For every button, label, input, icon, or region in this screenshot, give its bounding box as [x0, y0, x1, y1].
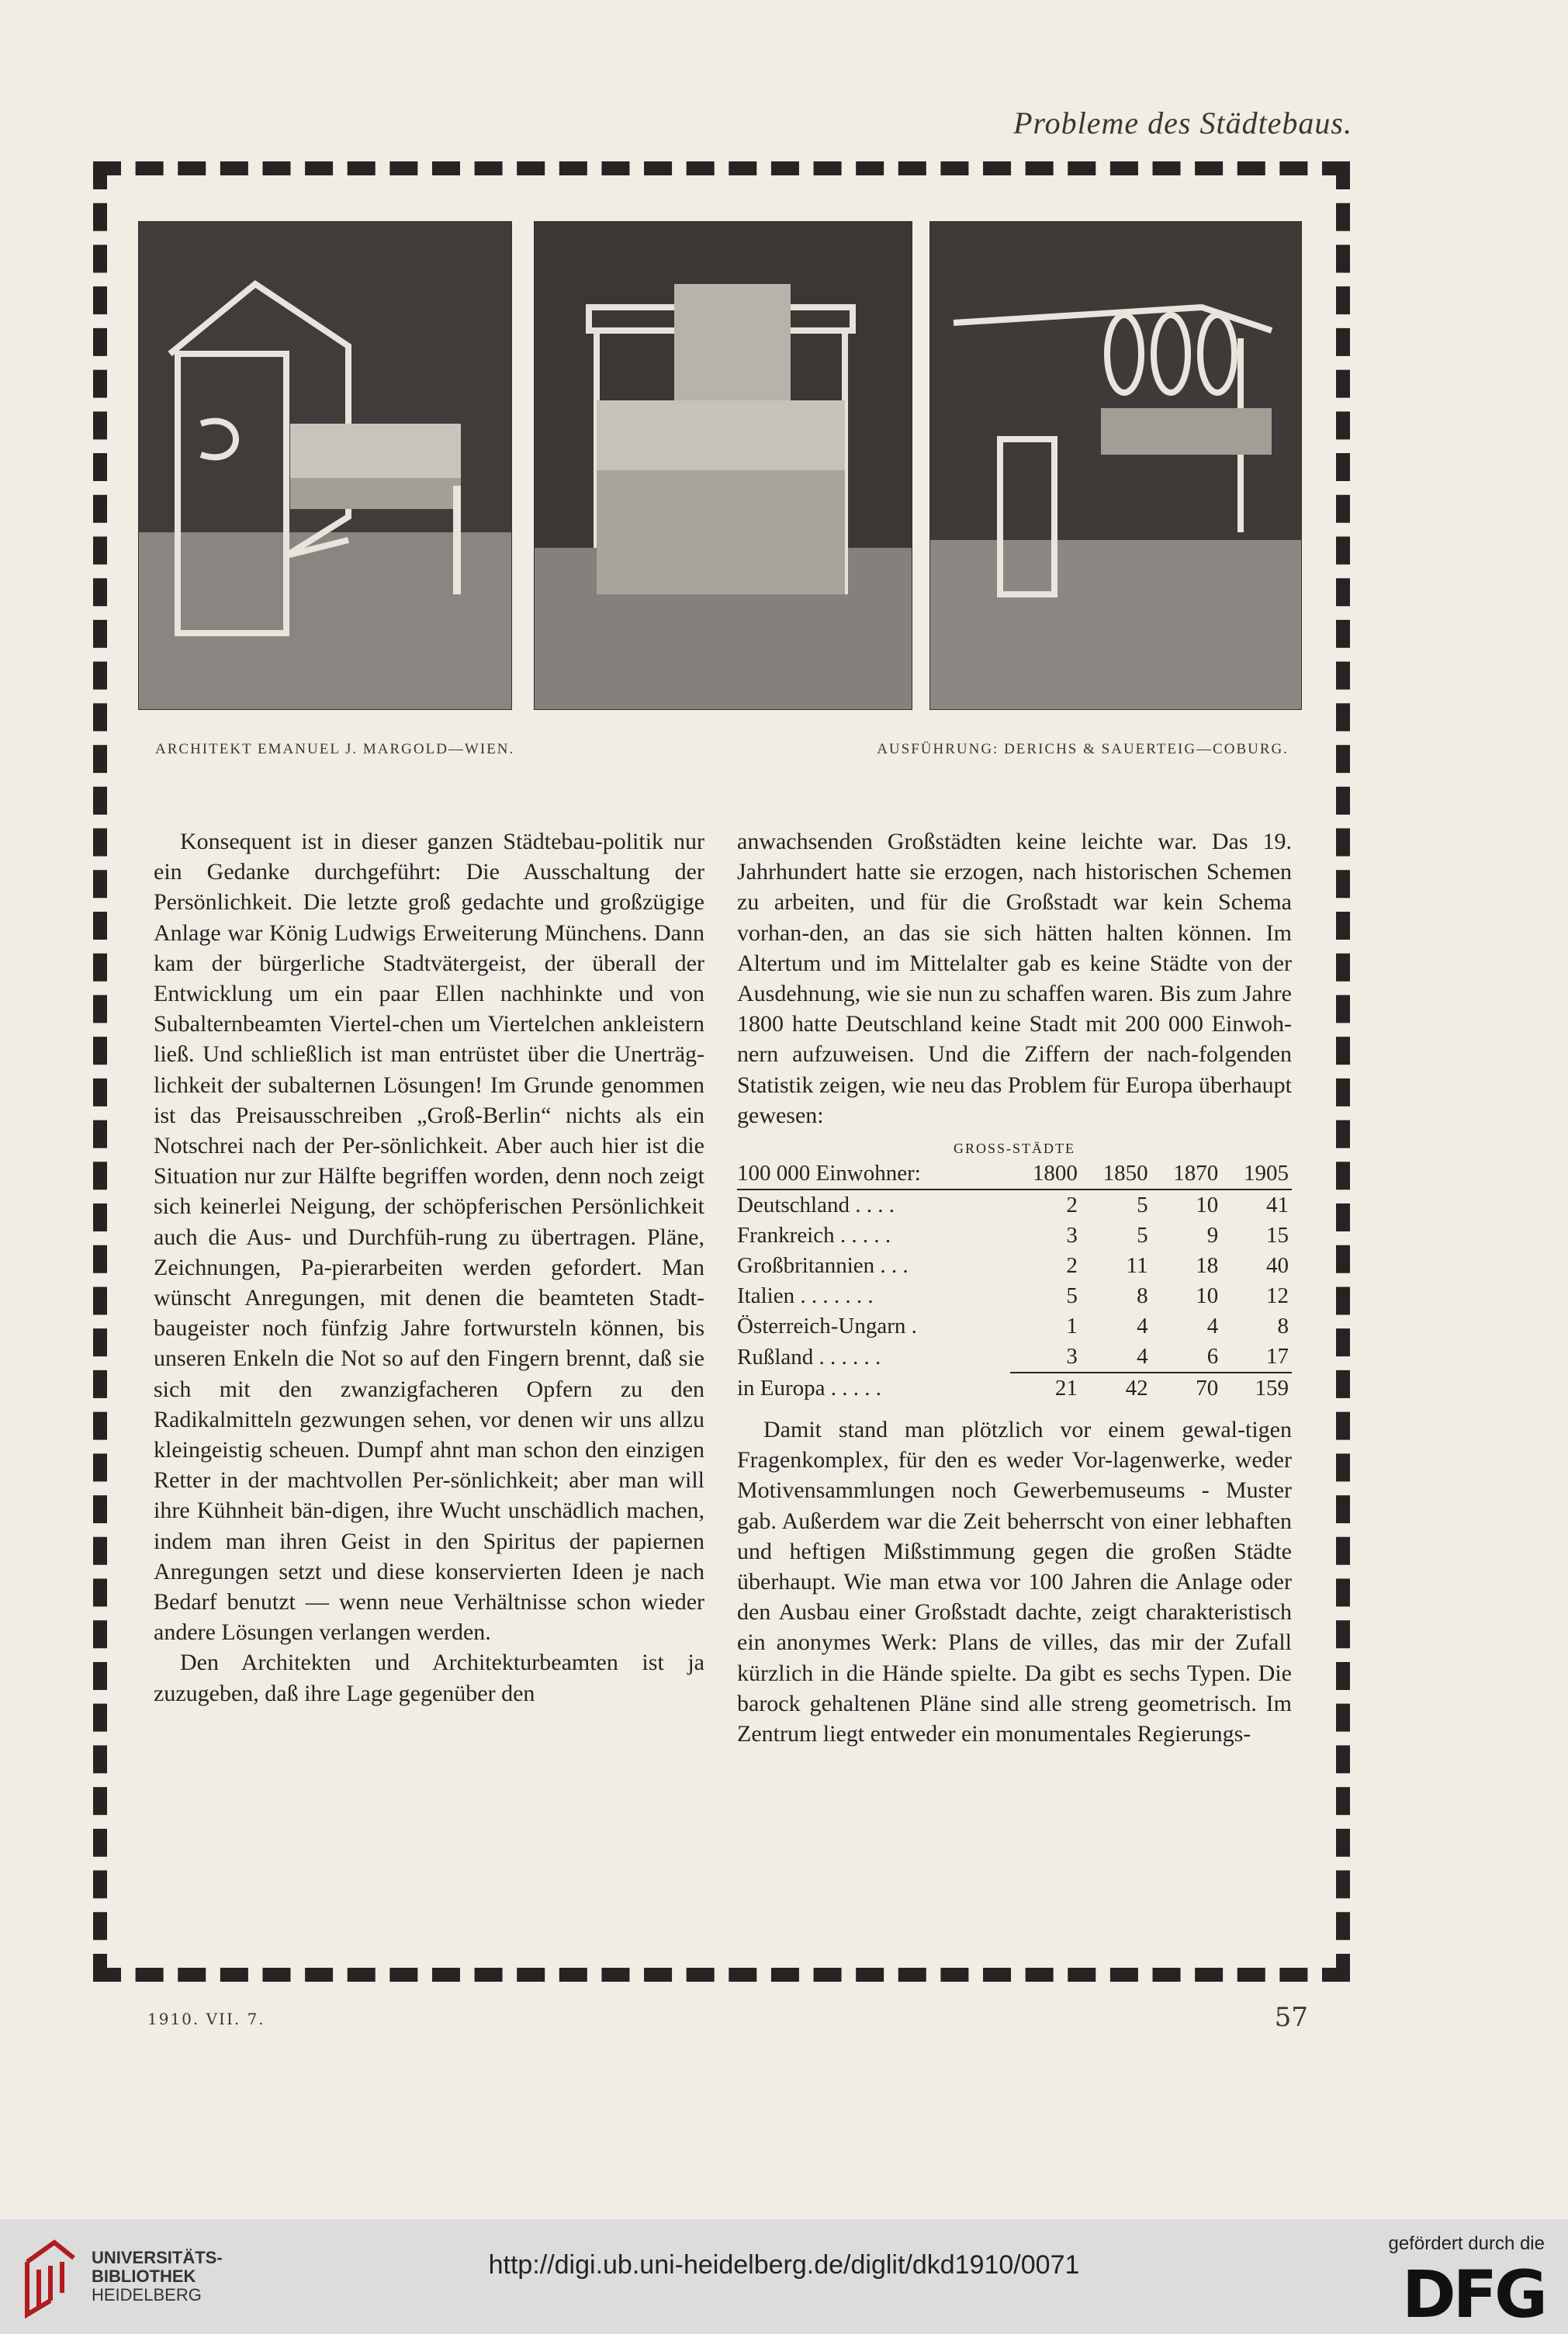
table-cell: 3 [1010, 1342, 1081, 1373]
table-cell: 10 [1196, 1193, 1219, 1218]
funding-note: gefördert durch die [1388, 2233, 1545, 2254]
table-row-label: Rußland . . . . . . [737, 1344, 881, 1370]
table-header-row [737, 1158, 1292, 1190]
table-cell: 17 [1221, 1342, 1292, 1373]
table-row-label: Frankreich . . . . . [737, 1223, 891, 1248]
table-header-cell: 1870 [1151, 1158, 1222, 1190]
chair-photo-2 [534, 221, 912, 710]
table-cell: 4 [1206, 1314, 1219, 1339]
left-column [154, 826, 704, 1709]
table-row-label: Großbritannien . . . [737, 1253, 909, 1279]
table-header-cell: 1905 [1221, 1158, 1292, 1190]
left-paragraph-1: Konsequent ist in dieser ganzen Städtebau-politik nur ein Gedanke durchgeführt: Die Ausschaltung der Persönlichkeit. Die letzte groß gedachte und großzügige Anlage war König Ludwigs Erweiterung Münchens. Dann kam der bürgerliche Stadtvätergeist, der überall der Entwicklung um ein paar Ellen nachhinkte und von Subalternbeamten Viertel-chen um Viertelchen ankleistern ließ. Und schließlich ist man entrüstet über die Unerträg-lichkeit der subalternen Lösungen! Im Grunde genommen ist das Preisausschreiben „Groß-Berlin“ nichts als ein Notschrei nach der Per-sönlichkeit. Aber auch hier ist die Situation nur zur Hälfte begriffen worden, denn noch zeigt sich keinerlei Neigung, der schöpferischen Persönlichkeit auch die Aus- und Durchfüh-rung zu übertragen. Pläne, Zeichnungen, Pa-pierarbeiten werden gefordert. Man wünscht Anregungen, mit denen die beamteten Stadt-baugeister noch fünfzig Jahre fortwursteln können, bis unseren Enkeln die Not so auf den Fingern brennt, daß sie sich mit den zwanzigfacheren Opfern zu den Radikalmitteln gezwungen sehen, vor denen wir uns allzu kleingeistig scheuen. Dumpf ahnt man schon den einzigen Retter in der machtvollen Per-sönlichkeit; aber man will ihre Kühnheit bän-digen, ihre Wucht unschädlich machen, indem man ihren Geist in den Spiritus der papiernen Anregungen setzt und diese konservierten Ideen je nach Bedarf benutzt — wenn neue Verhältnisse schon wieder andere Lösungen verlangen werden. [154, 829, 704, 1646]
table-cell: 5 [1066, 1283, 1078, 1309]
photo-caption-right: AUSFÜHRUNG: DERICHS & SAUERTEIG—COBURG. [877, 741, 1289, 757]
chair-photo-3 [929, 221, 1302, 710]
table-header-cell: 100 000 Einwohner: [737, 1158, 1010, 1190]
table-cell: 40 [1266, 1253, 1289, 1279]
table-row [737, 1281, 1292, 1311]
table-cell: 4 [1081, 1342, 1151, 1373]
table-total-row [737, 1373, 1292, 1404]
table-cell: 1 [1066, 1314, 1078, 1339]
table-title: GROSS-STÄDTE [953, 1141, 1075, 1157]
table-header-cell: 1800 [1010, 1158, 1081, 1190]
table-cell: 15 [1266, 1223, 1289, 1248]
table-cell: 3 [1066, 1223, 1078, 1248]
table-row-label: in Europa . . . . . [737, 1375, 882, 1401]
table-cell: 8 [1137, 1283, 1148, 1309]
table-cell: 5 [1137, 1193, 1148, 1218]
table-cell: 42 [1125, 1376, 1148, 1401]
table-cell: 6 [1151, 1342, 1222, 1373]
table-cell: 2 [1066, 1253, 1078, 1279]
permalink-url[interactable]: http://digi.ub.uni-heidelberg.de/diglit/dkd1910/0071 [488, 2250, 1080, 2280]
table-cell: 11 [1126, 1253, 1148, 1279]
table-row-label: Deutschland . . . . [737, 1193, 895, 1218]
table-row [737, 1190, 1292, 1221]
table-cell: 12 [1266, 1283, 1289, 1309]
table-cell: 70 [1196, 1376, 1219, 1401]
table-row [737, 1251, 1292, 1281]
photo-caption-left: ARCHITEKT EMANUEL J. MARGOLD—WIEN. [155, 741, 515, 757]
library-name-line: UNIVERSITÄTS- [92, 2248, 223, 2267]
table-cell: 10 [1196, 1283, 1219, 1309]
right-paragraph-1: anwachsenden Großstädten keine leichte war. Das 19. Jahrhundert hatte sie erzogen, nach historischen Schemen zu arbeiten, und für die Großstadt war kein Schema vorhan-den, an das sie sich hätten halten können. Im Altertum und im Mittelalter gab es keine Städte von der Ausdehnung, wie sie nun zu schaffen waren. Bis zum Jahre 1800 hatte Deutschland keine Stadt mit 200 000 Einwoh-nern aufzuweisen. Und die Ziffern der nach-folgenden Statistik zeigen, wie neu das Problem für Europa überhaupt gewesen: [737, 829, 1292, 1128]
table-row [737, 1221, 1292, 1251]
statistics-table [737, 1158, 1292, 1404]
page-number: 57 [1274, 2002, 1308, 2033]
table-row [737, 1311, 1292, 1342]
table-row [737, 1342, 1292, 1373]
library-name-line: BIBLIOTHEK [92, 2266, 196, 2286]
table-header-cell: 1850 [1081, 1158, 1151, 1190]
table-cell: 9 [1206, 1223, 1219, 1248]
table-row-label: Italien . . . . . . . [737, 1283, 874, 1309]
running-head: Probleme des Städtebaus. [1013, 106, 1352, 140]
dfg-logo[interactable]: DFG [1401, 2256, 1545, 2332]
table-cell: 4 [1137, 1314, 1148, 1339]
footer-issue: 1910. VII. 7. [147, 2010, 265, 2028]
right-paragraph-2: Damit stand man plötzlich vor einem gewal-tigen Fragenkomplex, für den es weder Vor-lagenwerke, weder Motivensammlungen noch Gewerbemuseums - Muster gab. Außerdem war die Zeit beherrscht von einer lebhaften und heftigen Mißstimmung gegen die großen Städte überhaupt. Wie man etwa vor 100 Jahren die Anlage oder den Ausbau einer Großstadt dachte, zeigt charakteristisch ein anonymes Werk: Plans de villes, das mir der Zufall kürzlich in die Hände spielte. Da gibt es sechs Typen. Die barock gehaltenen Pläne sind alle streng geometrisch. Im Zentrum liegt entweder ein monumentales Regierungs- [737, 1417, 1292, 1747]
table-cell: 8 [1277, 1314, 1289, 1339]
left-paragraph-2: Den Architekten und Architekturbeamten ist ja zuzugeben, daß ihre Lage gegenüber den [154, 1650, 704, 1706]
table-cell: 21 [1054, 1376, 1078, 1401]
table-cell: 5 [1137, 1223, 1148, 1248]
table-cell: 18 [1196, 1253, 1219, 1279]
table-row-label: Österreich-Ungarn . [737, 1314, 917, 1339]
table-cell: 159 [1255, 1376, 1289, 1401]
right-column [737, 826, 1292, 1749]
table-cell: 2 [1066, 1193, 1078, 1218]
library-name-line: HEIDELBERG [92, 2285, 202, 2305]
table-cell: 41 [1266, 1193, 1289, 1218]
chair-photo-1 [138, 221, 512, 710]
